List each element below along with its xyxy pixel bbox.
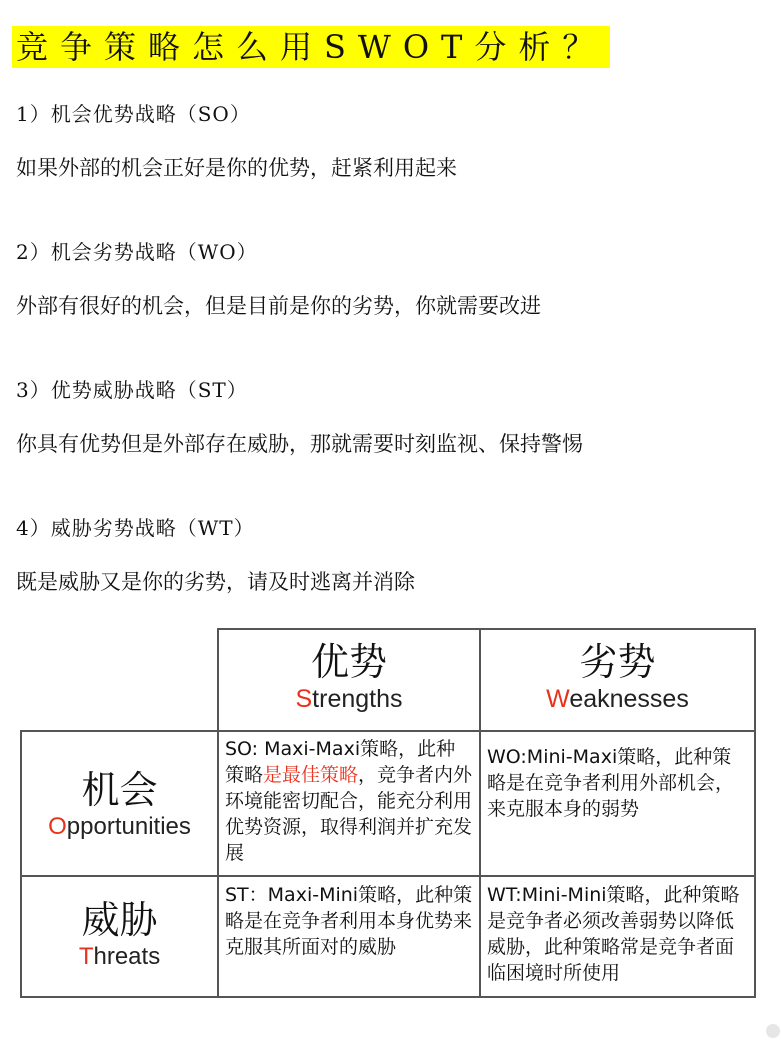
page-title: 竞争策略怎么用SWOT分析？ [12, 26, 610, 68]
strengths-rest: trengths [312, 685, 403, 713]
row-threats [22, 898, 217, 972]
opportunities-zh: 机会 [81, 768, 158, 812]
grid-line-top [218, 628, 756, 630]
cell-wo: WO:Mini-Maxi策略，此种策略是在竞争者利用外部机会，来克服本身的弱势 [487, 746, 735, 820]
swot-matrix [20, 628, 756, 998]
grid-line-bottom [20, 996, 756, 998]
section-wo-heading: 2）机会劣势战略（WO） [16, 240, 258, 264]
section-wt-heading: 4）威胁劣势战略（WT） [16, 516, 255, 540]
row-opportunities [22, 768, 217, 842]
cell-so [225, 736, 473, 872]
section-wt-body: 既是威胁又是你的劣势，请及时逃离并消除 [16, 570, 415, 594]
section-so-body: 如果外部的机会正好是你的优势，赶紧利用起来 [16, 156, 457, 180]
section-st-body: 你具有优势但是外部存在威胁，那就需要时刻监视、保持警惕 [16, 432, 583, 456]
grid-line-right [754, 628, 756, 998]
weaknesses-rest: eaknesses [569, 685, 689, 713]
cell-wt: WT:Mini-Mini策略，此种策略是竞争者必须改善弱势以降低威胁，此种策略常是竞争者面临困境时所使用 [487, 884, 740, 984]
weaknesses-zh: 劣势 [579, 640, 656, 684]
cell-so-highlight: 是最佳策略 [263, 764, 359, 786]
opportunities-rest: pportunities [66, 813, 191, 840]
strengths-en [219, 684, 479, 714]
section-wo-body: 外部有很好的机会，但是目前是你的劣势，你就需要改进 [16, 294, 541, 318]
section-so-heading: 1）机会优势战略（SO） [16, 102, 251, 126]
strengths-zh: 优势 [310, 640, 387, 684]
header-strengths [219, 640, 479, 714]
cell-so-post: ，竞争者内外环境能密切配合，能充分利用优势资源，取得利润并扩充发展 [225, 764, 473, 864]
cell-so-pre: SO: Maxi-Maxi策略，此种策略 [225, 738, 456, 786]
weaknesses-initial: W [546, 685, 570, 713]
strengths-initial: S [295, 685, 313, 713]
threats-rest: hreats [93, 943, 161, 970]
weaknesses-en [481, 684, 754, 714]
opportunities-en [22, 812, 217, 842]
threats-initial: T [78, 943, 94, 970]
corner-circle-icon [766, 1024, 780, 1038]
grid-line-header [20, 730, 756, 732]
cell-st: ST：Maxi-Mini策略，此种策略是在竞争者利用本身优势来克服其所面对的威胁 [225, 884, 473, 958]
threats-en [22, 942, 217, 972]
opportunities-initial: O [48, 813, 67, 840]
header-weaknesses [481, 640, 754, 714]
section-st-heading: 3）优势威胁战略（ST） [16, 378, 248, 402]
grid-line-middle [20, 875, 756, 877]
threats-zh: 威胁 [81, 898, 158, 942]
